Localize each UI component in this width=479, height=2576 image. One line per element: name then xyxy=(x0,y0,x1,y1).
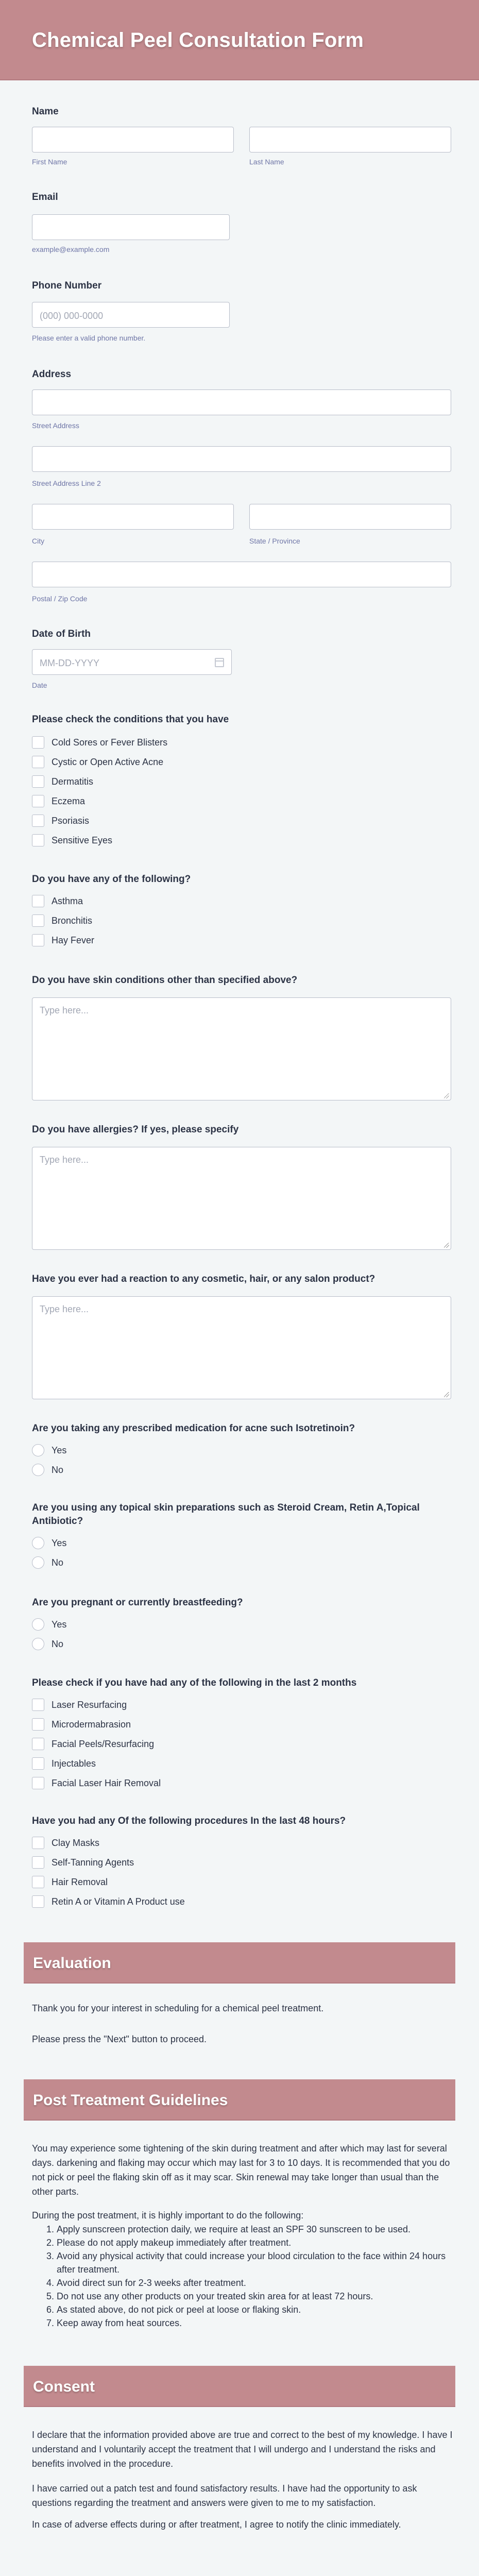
option-label: No xyxy=(52,1464,64,1475)
evaluation-p2: Please press the "Next" button to proceed. xyxy=(32,2034,207,2044)
street-address-input[interactable] xyxy=(32,389,451,415)
following-label: Do you have any of the following? xyxy=(32,874,191,885)
checkbox-option[interactable] xyxy=(32,755,163,769)
checkbox[interactable] xyxy=(32,1738,44,1750)
radio-option[interactable] xyxy=(32,1536,66,1550)
option-label: Cystic or Open Active Acne xyxy=(52,756,164,767)
address-label: Address xyxy=(32,369,72,380)
list-item: 4. Avoid direct sun for 2-3 weeks after treatment. xyxy=(57,2276,454,2290)
option-label: Hay Fever xyxy=(52,935,95,945)
last2months-label: Please check if you have had any of the following in the last 2 months xyxy=(32,1677,357,1688)
option-label: Bronchitis xyxy=(52,915,93,926)
checkbox[interactable] xyxy=(32,1718,44,1731)
option-label: Injectables xyxy=(52,1758,96,1769)
skin-other-label: Do you have skin conditions other than specified above? xyxy=(32,975,298,986)
checkbox[interactable] xyxy=(32,775,44,788)
textarea-placeholder: Type here... xyxy=(40,1304,89,1314)
option-label: Dermatitis xyxy=(52,776,94,787)
option-label: Facial Peels/Resurfacing xyxy=(52,1738,155,1749)
textarea-placeholder: Type here... xyxy=(40,1005,89,1015)
list-item: 1. Apply sunscreen protection daily, we require at least an SPF 30 sunscreen to be used. xyxy=(57,2223,454,2236)
pregnant-label: Are you pregnant or currently breastfeeding? xyxy=(32,1597,243,1608)
option-label: No xyxy=(52,1557,64,1568)
post-treatment-banner xyxy=(24,2079,455,2121)
checkbox-option[interactable] xyxy=(32,736,167,749)
checkbox[interactable] xyxy=(32,1837,44,1849)
checkbox-option[interactable] xyxy=(32,1718,131,1731)
email-input[interactable] xyxy=(32,214,230,240)
checkbox[interactable] xyxy=(32,1876,44,1888)
email-label: Email xyxy=(32,192,58,202)
consent-banner xyxy=(24,2366,455,2407)
street2-sublabel: Street Address Line 2 xyxy=(32,479,101,487)
checkbox-option[interactable] xyxy=(32,814,89,827)
checkbox[interactable] xyxy=(32,1895,44,1908)
form-title: Chemical Peel Consultation Form xyxy=(32,29,364,52)
isotretinoin-label: Are you taking any prescribed medication for acne such Isotretinoin? xyxy=(32,1423,355,1434)
checkbox-option[interactable] xyxy=(32,914,92,927)
radio[interactable] xyxy=(32,1638,44,1650)
checkbox[interactable] xyxy=(32,934,44,946)
postal-input[interactable] xyxy=(32,562,451,587)
evaluation-heading: Evaluation xyxy=(33,1955,111,1972)
checkbox-option[interactable] xyxy=(32,1737,154,1751)
conditions-label: Please check the conditions that you have xyxy=(32,714,229,725)
skin-other-textarea[interactable] xyxy=(32,997,451,1100)
checkbox[interactable] xyxy=(32,736,44,749)
phone-placeholder: (000) 000-0000 xyxy=(40,311,104,321)
option-label: Facial Laser Hair Removal xyxy=(52,1777,161,1788)
checkbox[interactable] xyxy=(32,815,44,827)
post-treatment-heading: Post Treatment Guidelines xyxy=(33,2092,228,2109)
evaluation-banner xyxy=(24,1942,455,1984)
resize-handle-icon[interactable] xyxy=(444,1243,449,1248)
radio[interactable] xyxy=(32,1556,44,1569)
checkbox-option[interactable] xyxy=(32,1757,96,1770)
radio[interactable] xyxy=(32,1618,44,1631)
list-item: 5. Do not use any other products on your treated skin area for at least 72 hours. xyxy=(57,2290,454,2303)
state-input[interactable] xyxy=(249,504,451,530)
resize-handle-icon[interactable] xyxy=(444,1392,449,1397)
phone-input[interactable] xyxy=(32,302,230,328)
checkbox-option[interactable] xyxy=(32,894,83,908)
consent-heading: Consent xyxy=(33,2378,95,2395)
checkbox[interactable] xyxy=(32,756,44,768)
dob-sublabel: Date xyxy=(32,681,47,689)
street-sublabel: Street Address xyxy=(32,421,79,430)
radio-option[interactable] xyxy=(32,1618,66,1631)
topical-label-line2: Antibiotic? xyxy=(32,1516,83,1527)
option-label: Laser Resurfacing xyxy=(52,1699,127,1710)
radio[interactable] xyxy=(32,1537,44,1549)
list-item: 3. Avoid any physical activity that could increase your blood circulation to the face within 24 hours after treatment. xyxy=(57,2249,454,2276)
radio[interactable] xyxy=(32,1444,44,1456)
checkbox[interactable] xyxy=(32,1856,44,1869)
post-treatment-p1: You may experience some tightening of the skin during treatment and after which may last for several days. darkening and flaking may occur which may last for 3 to 10 days. It is recommended that you do not pick or peel the flaking skin off as it may scar. Skin renewal may take longer than usual than the other parts. xyxy=(32,2143,450,2197)
evaluation-p1: Thank you for your interest in scheduling for a chemical peel treatment. xyxy=(32,2003,324,2013)
consent-p3: In case of adverse effects during or after treatment, I agree to notify the clinic immediately. xyxy=(32,2519,401,2530)
phone-sublabel: Please enter a valid phone number. xyxy=(32,334,146,342)
topical-label-line1: Are you using any topical skin preparations such as Steroid Cream, Retin A,Topical xyxy=(32,1502,420,1513)
last48-label: Have you had any Of the following procedures In the last 48 hours? xyxy=(32,1816,346,1826)
option-label: No xyxy=(52,1638,64,1649)
first-name-sublabel: First Name xyxy=(32,158,67,166)
checkbox-option[interactable] xyxy=(32,1698,127,1711)
first-name-input[interactable] xyxy=(32,127,234,152)
checkbox-option[interactable] xyxy=(32,794,85,808)
form-body xyxy=(0,80,479,2576)
list-item: 7. Keep away from heat sources. xyxy=(57,2316,454,2330)
name-label: Name xyxy=(32,106,59,117)
state-sublabel: State / Province xyxy=(249,537,300,545)
post-treatment-p2: During the post treatment, it is highly important to do the following: xyxy=(32,2210,304,2221)
form-header xyxy=(0,0,479,80)
last-name-input[interactable] xyxy=(249,127,451,152)
option-label: Self-Tanning Agents xyxy=(52,1857,134,1868)
email-sublabel: example@example.com xyxy=(32,245,110,253)
option-label: Eczema xyxy=(52,795,85,806)
dob-label: Date of Birth xyxy=(32,629,91,639)
checkbox-option[interactable] xyxy=(32,1875,108,1889)
checkbox-option[interactable] xyxy=(32,775,93,788)
option-label: Psoriasis xyxy=(52,815,90,826)
option-label: Asthma xyxy=(52,895,83,906)
checkbox[interactable] xyxy=(32,895,44,907)
option-label: Clay Masks xyxy=(52,1837,100,1848)
checkbox-option[interactable] xyxy=(32,1776,161,1790)
checkbox[interactable] xyxy=(32,834,44,846)
radio-option[interactable] xyxy=(32,1444,66,1457)
postal-sublabel: Postal / Zip Code xyxy=(32,595,88,603)
city-sublabel: City xyxy=(32,537,45,545)
checkbox[interactable] xyxy=(32,795,44,807)
option-label: Hair Removal xyxy=(52,1876,108,1887)
consent-p1: I declare that the information provided above are true and correct to the best of my knowledge. I have I understand and I voluntarily accept the treatment that I will undergo and I understand the risks and benefits involved in the procedure. xyxy=(32,2430,453,2469)
radio-option[interactable] xyxy=(32,1637,63,1651)
option-label: Yes xyxy=(52,1445,67,1455)
checkbox-option[interactable] xyxy=(32,1856,134,1869)
option-label: Yes xyxy=(52,1537,67,1548)
checkbox-option[interactable] xyxy=(32,1895,185,1908)
dob-input[interactable] xyxy=(32,649,232,675)
option-label: Retin A or Vitamin A Product use xyxy=(52,1896,185,1907)
radio[interactable] xyxy=(32,1464,44,1476)
allergies-label: Do you have allergies? If yes, please specify xyxy=(32,1124,239,1135)
street-address-2-input[interactable] xyxy=(32,446,451,472)
post-treatment-list xyxy=(32,2223,454,2330)
option-label: Yes xyxy=(52,1619,67,1630)
option-label: Microdermabrasion xyxy=(52,1719,131,1730)
textarea-placeholder: Type here... xyxy=(40,1155,89,1165)
checkbox[interactable] xyxy=(32,1777,44,1789)
dob-placeholder: MM-DD-YYYY xyxy=(40,658,99,668)
reaction-textarea[interactable] xyxy=(32,1296,451,1399)
city-input[interactable] xyxy=(32,504,234,530)
option-label: Sensitive Eyes xyxy=(52,835,113,845)
checkbox[interactable] xyxy=(32,1699,44,1711)
reaction-label: Have you ever had a reaction to any cosmetic, hair, or any salon product? xyxy=(32,1274,375,1284)
resize-handle-icon[interactable] xyxy=(444,1093,449,1098)
list-item: 2. Please do not apply makeup immediately after treatment. xyxy=(57,2236,454,2249)
checkbox[interactable] xyxy=(32,1757,44,1770)
checkbox-option[interactable] xyxy=(32,834,112,847)
last-name-sublabel: Last Name xyxy=(249,158,284,166)
consent-p2: I have carried out a patch test and found satisfactory results. I have had the opportunity to ask questions regarding the treatment and answers were given to me to my satisfaction. xyxy=(32,2483,417,2508)
option-label: Cold Sores or Fever Blisters xyxy=(52,737,168,748)
checkbox-option[interactable] xyxy=(32,934,94,947)
allergies-textarea[interactable] xyxy=(32,1147,451,1250)
phone-label: Phone Number xyxy=(32,280,102,291)
list-item: 6. As stated above, do not pick or peel at loose or flaking skin. xyxy=(57,2303,454,2316)
checkbox[interactable] xyxy=(32,914,44,927)
radio-option[interactable] xyxy=(32,1556,63,1569)
radio-option[interactable] xyxy=(32,1463,63,1477)
checkbox-option[interactable] xyxy=(32,1836,99,1850)
calendar-icon[interactable] xyxy=(215,658,224,667)
